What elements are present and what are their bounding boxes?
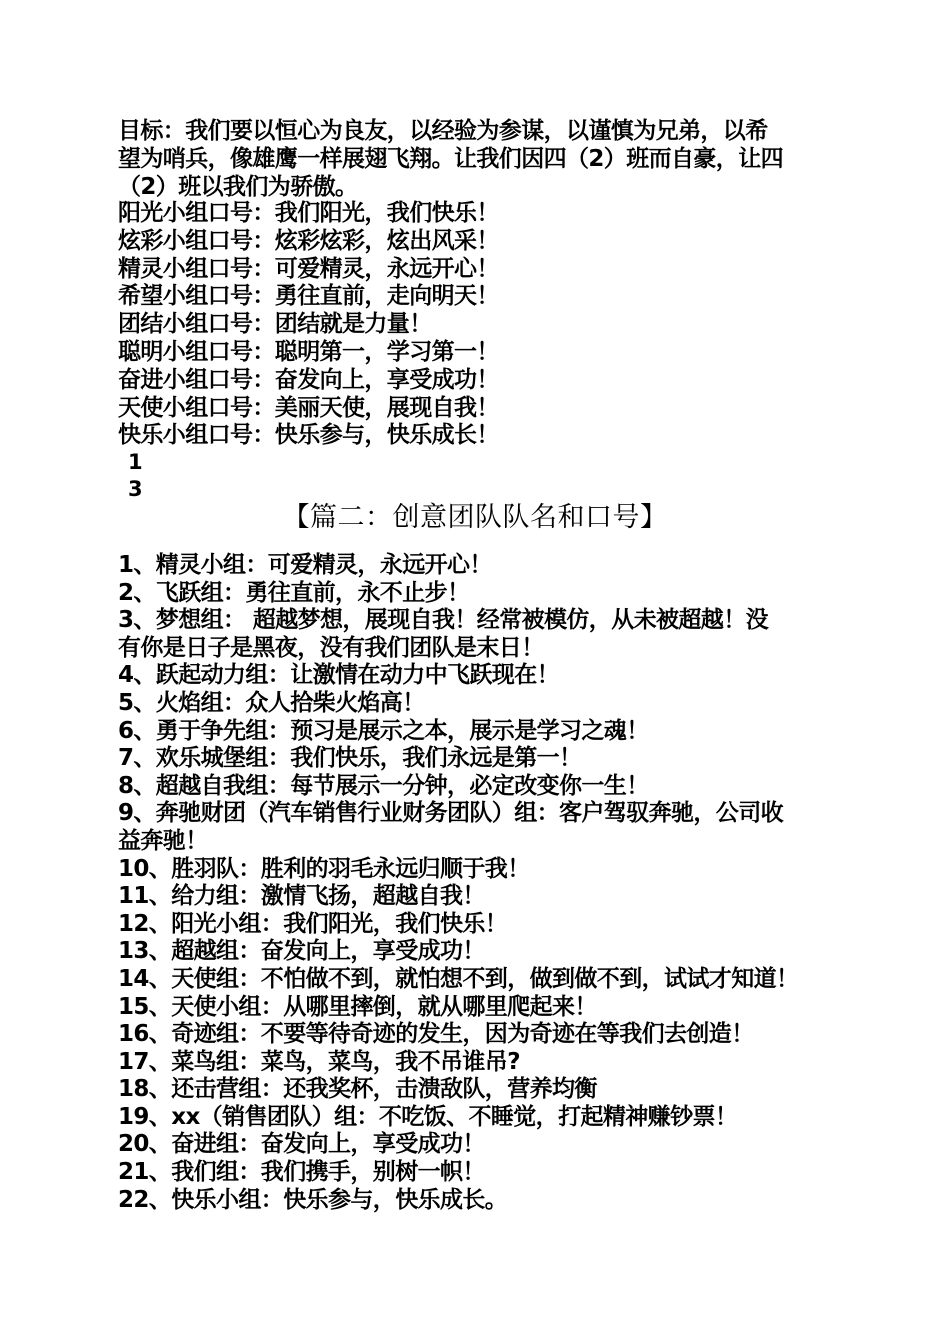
slogan-line: 希望小组口号：勇往直前，走向明天！	[118, 283, 499, 310]
slogan-line: 聪明小组口号：聪明第一，学习第一！	[118, 338, 499, 365]
list-item: 17、菜鸟组：菜鸟，菜鸟，我不吊谁吊?	[118, 1048, 520, 1075]
list-item: 19、xx（销售团队）组：不吃饭、不睡觉，打起精神赚钞票！	[118, 1103, 738, 1130]
list-item: 21、我们组：我们携手，别树一帜！	[118, 1159, 485, 1186]
list-item: 8、超越自我组：每节展示一分钟，必定改变你一生！	[118, 772, 649, 799]
goal-line: 望为哨兵，像雄鹰一样展翅飞翔。让我们因四（2）班而自豪，让四	[118, 145, 784, 172]
list-item: 7、欢乐城堡组：我们快乐，我们永远是第一！	[118, 745, 582, 772]
list-item: 10、胜羽队：胜利的羽毛永远归顺于我！	[118, 855, 530, 882]
list-item: 11、给力组：激情飞扬，超越自我！	[118, 883, 485, 910]
group-slogan-list	[118, 200, 838, 450]
section-heading: 【篇二：创意团队队名和口号】	[282, 502, 668, 533]
list-item: 2、飞跃组：勇往直前，永不止步！	[118, 579, 470, 606]
slogan-line: 天使小组口号：美丽天使，展现自我！	[118, 394, 499, 421]
list-item: 3、梦想组： 超越梦想，展现自我！经常被模仿，从未被超越！没	[118, 607, 769, 634]
list-item: 22、快乐小组：快乐参与，快乐成长。	[118, 1186, 508, 1213]
slogan-line: 快乐小组口号：快乐参与，快乐成长！	[118, 422, 499, 449]
list-item: 4、跃起动力组：让激情在动力中飞跃现在！	[118, 662, 560, 689]
team-name-list	[118, 552, 838, 1214]
slogan-line: 精灵小组口号：可爱精灵，永远开心！	[118, 255, 499, 282]
slogan-line: 阳光小组口号：我们阳光，我们快乐！	[118, 200, 499, 226]
slogan-line: 炫彩小组口号：炫彩炫彩，炫出风采！	[118, 227, 499, 254]
list-item: 13、超越组：奋发向上，享受成功！	[118, 938, 485, 965]
list-item: 9、奔驰财团（汽车销售行业财务团队）组：客户驾驭奔驰，公司收	[118, 800, 784, 827]
list-item: 15、天使小组：从哪里摔倒，就从哪里爬起来！	[118, 993, 597, 1020]
list-item: 5、火焰组：众人拾柴火焰高！	[118, 689, 425, 716]
goal-line: 目标：我们要以恒心为良友，以经验为参谋，以谨慎为兄弟，以希	[118, 118, 768, 144]
list-item-continuation: 益奔驰！	[118, 827, 208, 854]
list-item-continuation: 有你是日子是黑夜，没有我们团队是末日！	[118, 634, 544, 661]
list-item: 18、还击营组：还我奖杯，击溃敌队，营养均衡	[118, 1076, 597, 1103]
list-item: 20、奋进组：奋发向上，享受成功！	[118, 1131, 485, 1158]
page-number: 1	[128, 450, 143, 474]
slogan-line: 奋进小组口号：奋发向上，享受成功！	[118, 366, 499, 393]
list-item: 16、奇迹组：不要等待奇迹的发生，因为奇迹在等我们去创造！	[118, 1021, 754, 1048]
goal-line: （2）班以我们为骄傲。	[118, 173, 358, 200]
list-item: 12、阳光小组：我们阳光，我们快乐！	[118, 910, 508, 937]
page-number: 3	[128, 477, 143, 501]
list-item: 1、精灵小组：可爱精灵，永远开心！	[118, 552, 492, 578]
goal-paragraph	[118, 118, 838, 201]
slogan-line: 团结小组口号：团结就是力量！	[118, 311, 432, 338]
list-item: 14、天使组：不怕做不到，就怕想不到，做到做不到，试试才知道！	[118, 965, 799, 992]
list-item: 6、勇于争先组：预习是展示之本，展示是学习之魂！	[118, 717, 649, 744]
